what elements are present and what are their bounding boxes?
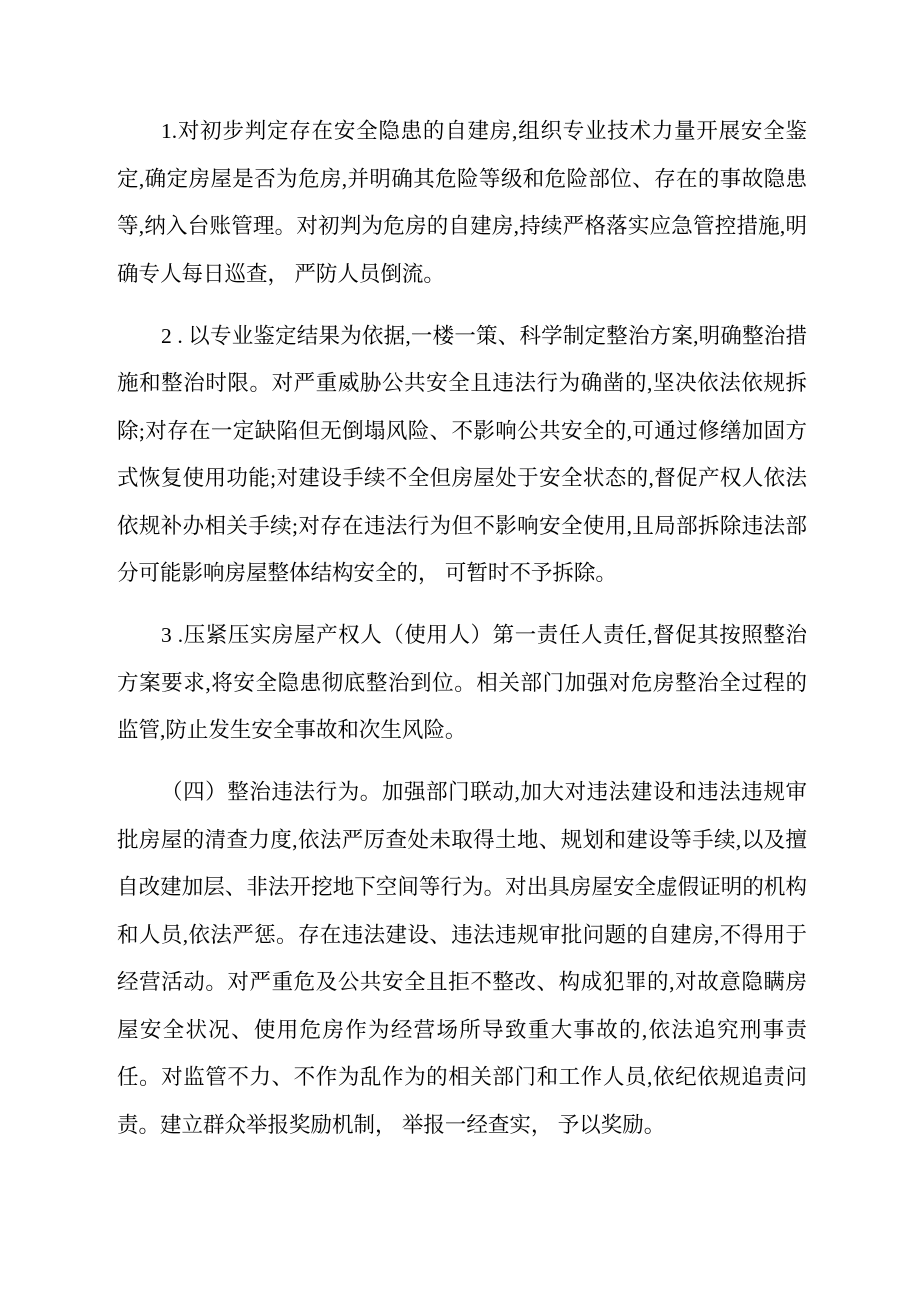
paragraph-4: （四）整治违法行为。加强部门联动,加大对违法建设和违法违规审批房屋的清查力度,依法严厉查处未取得土地、规划和建设等手续,以及擅自改建加层、非法开挖地下空间等行为。对出具房屋安全虚假证明的机构和人员,依法严惩。存在违法建设、违法违规审批问题的自建房,不得用于经营活动。对严重危及公共安全且拒不整改、构成犯罪的,对故意隐瞒房屋安全状况、使用危房作为经营场所导致重大事故的,依法追究刑事责任。对监管不力、不作为乱作为的相关部门和工作人员,依纪依规追责问责。建立群众举报奖励机制， 举报一经查实， 予以奖励。 [117,780,807,1137]
paragraph-3: 3 .压紧压实房屋产权人（使用人）第一责任人责任,督促其按照整治方案要求,将安全隐患彻底整治到位。相关部门加强对危房整治全过程的监管,防止发生安全事故和次生风险。 [117,623,807,742]
paragraph-1: 1.对初步判定存在安全隐患的自建房,组织专业技术力量开展安全鉴定,确定房屋是否为危房,并明确其危险等级和危险部位、存在的事故隐患等,纳入台账管理。对初判为危房的自建房,持续严格落实应急管控措施,明确专人每日巡查， 严防人员倒流。 [117,119,807,286]
document-body [117,108,807,1149]
paragraph-2: 2 . 以专业鉴定结果为依据,一楼一策、科学制定整治方案,明确整治措施和整治时限。对严重威胁公共安全且违法行为确凿的,坚决依法依规拆除;对存在一定缺陷但无倒塌风险、不影响公共安全的,可通过修缮加固方式恢复使用功能;对建设手续不全但房屋处于安全状态的,督促产权人依法依规补办相关手续;对存在违法行为但不影响安全使用,且局部拆除违法部分可能影响房屋整体结构安全的， 可暂时不予拆除。 [117,323,807,585]
